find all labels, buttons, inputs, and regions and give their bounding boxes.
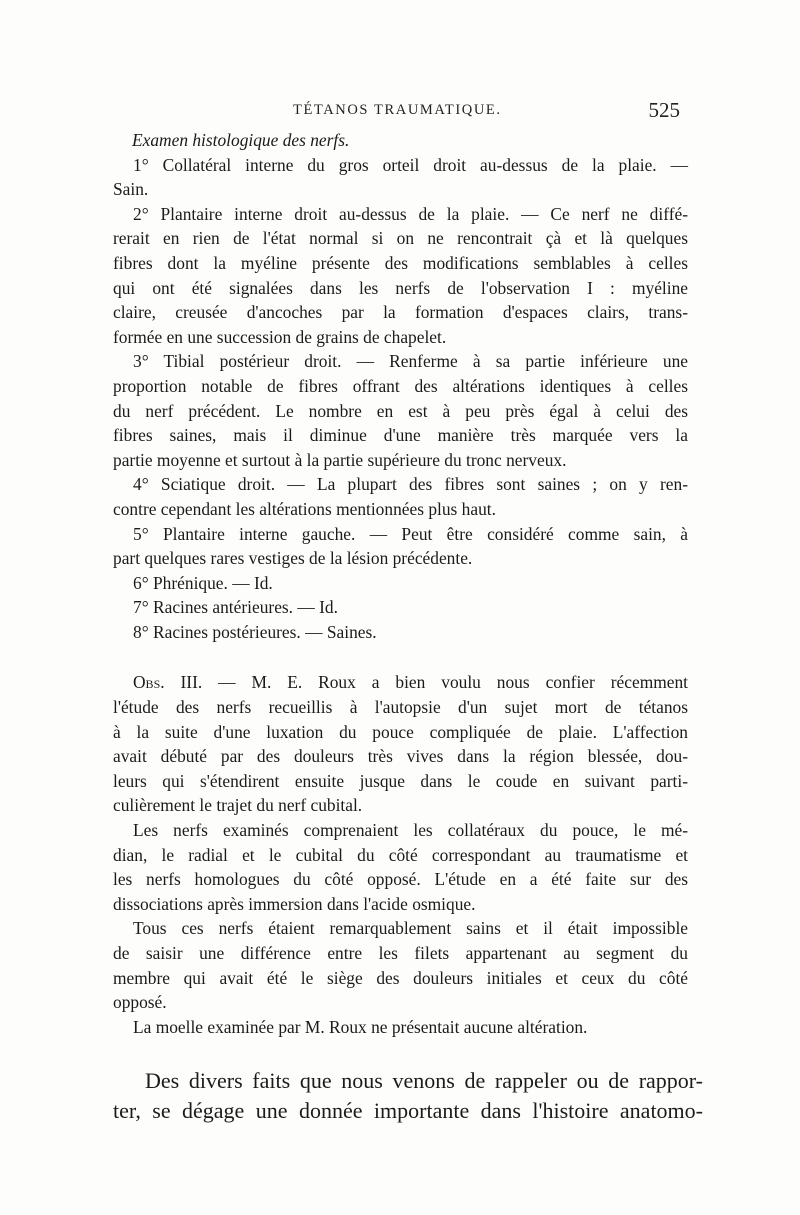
observation-line: l'étude des nerfs recueillis à l'autopsie d'un sujet mort de tétanos — [113, 697, 688, 718]
observation-label: Obs. III. — [133, 672, 203, 693]
exam-line: 5° Plantaire interne gauche. — Peut être considéré comme sain, à — [133, 523, 688, 544]
observation-line: dian, le radial et le cubital du côté correspondant au traumatisme et — [113, 844, 688, 865]
exam-line: du nerf précédent. Le nombre en est à peu près égal à celui des — [113, 400, 688, 421]
exam-line: part quelques rares vestiges de la lésion précédente. — [113, 548, 473, 569]
observation-line: avait débuté par des douleurs très vives dans la région blessée, dou- — [113, 746, 688, 767]
exam-heading — [113, 128, 688, 153]
observation-line: opposé. — [113, 992, 167, 1013]
exam-line: 6° Phrénique. — Id. — [133, 572, 273, 593]
observation-line: membre qui avait été le siège des douleurs initiales et ceux du côté — [113, 967, 688, 988]
observation-line: à la suite d'une luxation du pouce compliquée de plaie. L'affection — [113, 721, 688, 742]
conclusion-line: Des divers faits que nous venons de rappeler ou de rappor- — [145, 1068, 703, 1093]
observation-line: Tous ces nerfs étaient remarquablement sains et il était impossible — [133, 918, 688, 939]
conclusion-paragraph — [113, 1066, 703, 1126]
exam-line: 7° Racines antérieures. — Id. — [133, 597, 338, 618]
exam-line: 4° Sciatique droit. — La plupart des fibres sont saines ; on y ren- — [133, 474, 688, 495]
exam-line: rerait en rien de l'état normal si on ne rencontrait çà et là quelques — [113, 228, 688, 249]
exam-line: 2° Plantaire interne droit au-dessus de la plaie. — Ce nerf ne diffé- — [133, 203, 688, 224]
exam-line: Sain. — [113, 179, 149, 200]
exam-line: fibres dont la myéline présente des modifications semblables à celles — [113, 252, 688, 273]
observation-line: dissociations après immersion dans l'acide osmique. — [113, 893, 476, 914]
exam-line: contre cependant les altérations mentionnées plus haut. — [113, 498, 496, 519]
observation-line: les nerfs homologues du côté opposé. L'étude en a été faite sur des — [113, 869, 688, 890]
observation-line: de saisir une différence entre les filets appartenant au segment du — [113, 943, 688, 963]
page-number: 525 — [648, 98, 680, 122]
observation-line: culièrement le trajet du nerf cubital. — [113, 795, 363, 816]
observation-first-line — [113, 670, 688, 695]
exam-line: formée en une succession de grains de chapelet. — [113, 326, 447, 347]
exam-line: 1° Collatéral interne du gros orteil droit au-dessus de la plaie. — — [133, 154, 688, 175]
exam-line: proportion notable de fibres offrant des altérations identiques à celles — [113, 375, 688, 396]
section-gap — [113, 644, 688, 670]
exam-line: 3° Tibial postérieur droit. — Renferme à sa partie inférieure une — [133, 351, 688, 372]
observation-first-line-text: — M. E. Roux a bien voulu nous confier récemment — [202, 672, 688, 693]
body-text — [113, 128, 688, 1039]
conclusion-line: ter, se dégage une donnée importante dans l'histoire anatomo- — [113, 1098, 703, 1123]
running-head — [113, 98, 680, 126]
exam-line: fibres saines, mais il diminue d'une manière très marquée vers la — [113, 425, 688, 446]
running-title: TÉTANOS TRAUMATIQUE. — [293, 102, 502, 118]
observation-line: leurs qui s'étendirent ensuite jusque dans le coude en suivant parti- — [113, 770, 688, 791]
exam-line: 8° Racines postérieures. — Saines. — [133, 621, 377, 642]
exam-heading-text: Examen histologique des nerfs. — [132, 130, 350, 150]
exam-line: partie moyenne et surtout à la partie supérieure du tronc nerveux. — [113, 449, 567, 470]
exam-line: qui ont été signalées dans les nerfs de l'observation I : myéline — [113, 277, 688, 298]
exam-line: claire, creusée d'ancoches par la formation d'espaces clairs, trans- — [113, 302, 688, 323]
observation-line: La moelle examinée par M. Roux ne présentait aucune altération. — [133, 1016, 588, 1037]
observation-line: Les nerfs examinés comprenaient les collatéraux du pouce, le mé- — [133, 820, 688, 841]
